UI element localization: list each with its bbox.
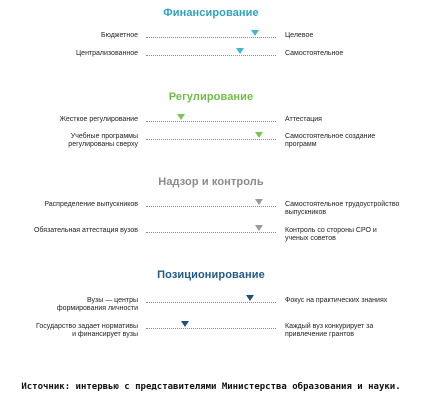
- row-left-label: Распределение выпускников: [44, 201, 138, 208]
- source-note: Источник: интервью с представителями Министерства образования и науки.: [21, 382, 401, 392]
- position-marker: [255, 199, 263, 205]
- row-right-label: Контроль со стороны СРО и ученых советов: [285, 227, 377, 242]
- row-left-label: Бюджетное: [101, 32, 138, 39]
- row-right-label: Фокус на практических знаниях: [285, 297, 388, 304]
- scale-line: [146, 206, 276, 207]
- section-title-positioning: Позиционирование: [157, 269, 265, 281]
- row-right-label: Самостоятельное создание программ: [285, 133, 376, 148]
- position-marker: [177, 114, 185, 120]
- position-marker: [255, 132, 263, 138]
- row-right-label: Самостоятельное: [285, 50, 344, 57]
- row-right-label: Аттестация: [285, 116, 322, 123]
- position-marker: [236, 48, 244, 54]
- row-right-label: Целевое: [285, 32, 314, 39]
- row-right-label: Самостоятельное трудоустройство выпускников: [285, 201, 400, 216]
- row-left-label: Вузы — центры формирования личности: [56, 297, 138, 312]
- row-left-label: Жесткое регулирование: [59, 116, 138, 123]
- scale-line: [146, 37, 276, 38]
- position-marker: [246, 295, 254, 301]
- section-title-financing: Финансирование: [163, 7, 259, 19]
- row-left-label: Обязательная аттестация вузов: [33, 227, 138, 234]
- scale-line: [146, 232, 276, 233]
- row-right-label: Каждый вуз конкурирует за привлечение грантов: [285, 323, 374, 338]
- scale-line: [146, 328, 276, 329]
- position-marker: [251, 30, 259, 36]
- section-title-regulation: Регулирование: [168, 91, 254, 103]
- row-left-label: Централизованное: [76, 50, 138, 57]
- scale-line: [146, 139, 276, 140]
- scale-line: [146, 55, 276, 56]
- row-left-label: Учебные программы регулированы сверху: [68, 133, 138, 148]
- position-marker: [181, 321, 189, 327]
- position-marker: [255, 225, 263, 231]
- scale-line: [146, 121, 276, 122]
- section-title-supervision: Надзор и контроль: [158, 176, 264, 188]
- scale-line: [146, 302, 276, 303]
- row-left-label: Государство задает нормативы и финансирует вузы: [36, 323, 138, 338]
